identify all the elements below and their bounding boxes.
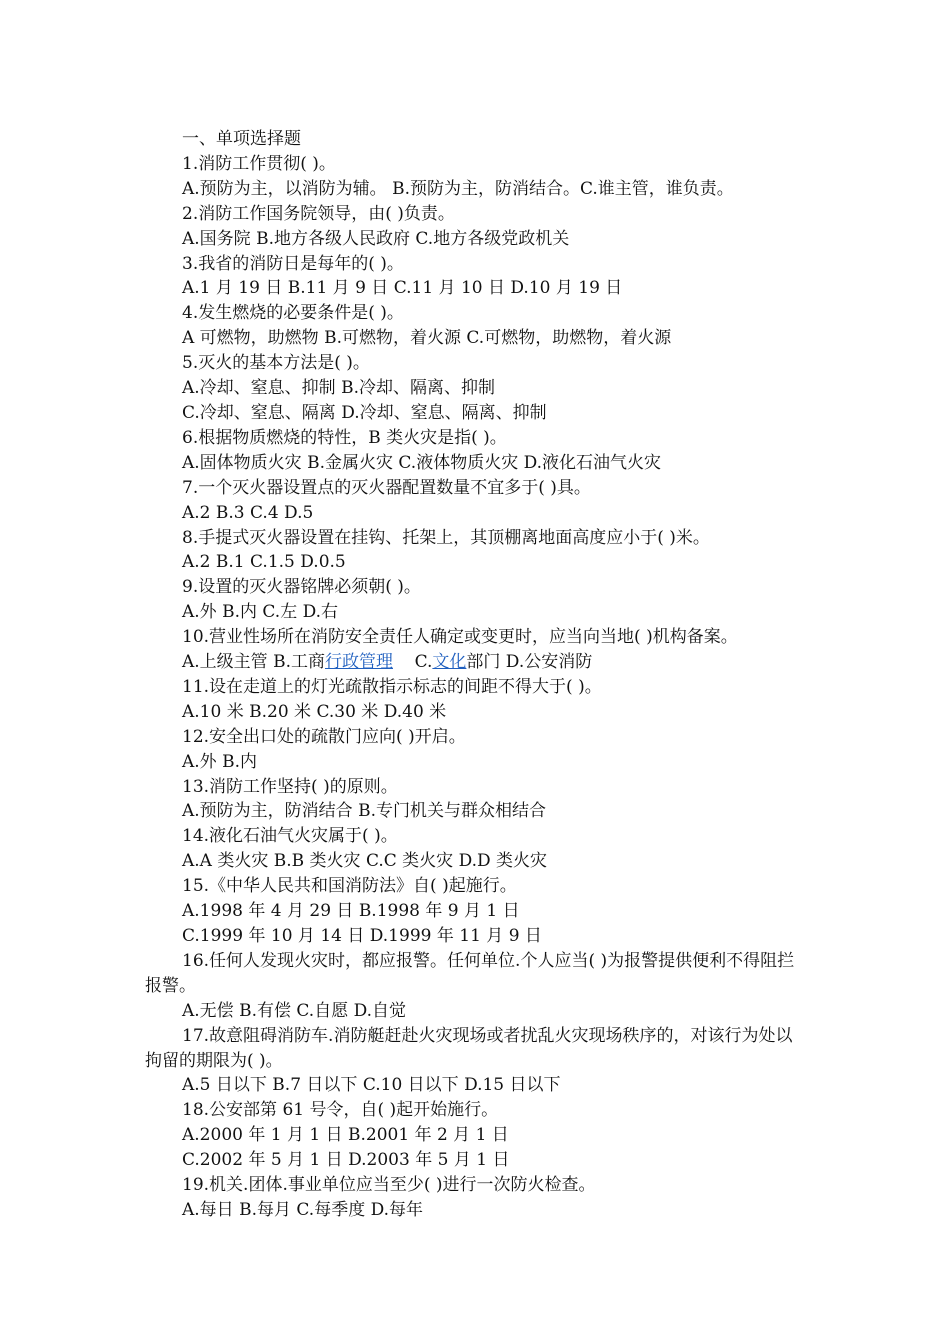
- document-line: C.冷却、窒息、隔离 D.冷却、窒息、隔离、抑制: [182, 402, 547, 423]
- question-list-part1: [145, 152, 805, 650]
- document-line: 12.安全出口处的疏散门应向( )开启。: [182, 726, 466, 747]
- document-line: A.外 B.内 C.左 D.右: [182, 602, 339, 623]
- document-line: A.2 B.1 C.1.5 D.0.5: [182, 552, 346, 573]
- document-line: 13.消防工作坚持( )的原则。: [182, 776, 398, 797]
- question-10-options: [145, 650, 805, 675]
- document-line: A.外 B.内: [182, 751, 257, 772]
- document-line: C.2002 年 5 月 1 日 D.2003 年 5 月 1 日: [182, 1150, 510, 1171]
- hyperlink-administration[interactable]: 行政管理: [324, 652, 393, 673]
- document-line: A.A 类火灾 B.B 类火灾 C.C 类火灾 D.D 类火灾: [182, 851, 548, 872]
- document-line: 5.灭火的基本方法是( )。: [182, 353, 370, 374]
- q10-options-text-3: 部门 D.公安消防: [466, 652, 593, 673]
- document-line: 1.消防工作贯彻( )。: [182, 153, 336, 174]
- document-line: 2.消防工作国务院领导，由( )负责。: [182, 203, 455, 224]
- document-line: A.固体物质火灾 B.金属火灾 C.液体物质火灾 D.液化石油气火灾: [182, 452, 662, 473]
- document-line: 11.设在走道上的灯光疏散指示标志的间距不得大于( )。: [182, 676, 602, 697]
- document-line: A.无偿 B.有偿 C.自愿 D.自觉: [182, 1000, 407, 1021]
- document-line: A.1 月 19 日 B.11 月 9 日 C.11 月 10 日 D.10 月 19 日: [182, 278, 623, 299]
- hyperlink-culture[interactable]: 文化: [432, 652, 467, 673]
- question-list-part2: [145, 675, 805, 1223]
- document-line: 9.设置的灭火器铭牌必须朝( )。: [182, 577, 421, 598]
- document-line: 4.发生燃烧的必要条件是( )。: [182, 303, 404, 324]
- document-line: A.国务院 B.地方各级人民政府 C.地方各级党政机关: [182, 228, 570, 249]
- document-line: 19.机关.团体.事业单位应当至少( )进行一次防火检查。: [182, 1175, 596, 1196]
- document-line: 10.营业性场所在消防安全责任人确定或变更时，应当向当地( )机构备案。: [182, 627, 738, 648]
- document-line: A 可燃物，助燃物 B.可燃物，着火源 C.可燃物，助燃物，着火源: [182, 328, 672, 349]
- document-line: A.每日 B.每月 C.每季度 D.每年: [182, 1199, 424, 1220]
- document-line: 7.一个灭火器设置点的灭火器配置数量不宜多于( )具。: [182, 477, 591, 498]
- q10-options-text-1: A.上级主管 B.工商: [182, 652, 325, 673]
- document-line: A.1998 年 4 月 29 日 B.1998 年 9 月 1 日: [182, 901, 520, 922]
- document-line: A.5 日以下 B.7 日以下 C.10 日以下 D.15 日以下: [182, 1075, 561, 1096]
- document-line: A.2 B.3 C.4 D.5: [182, 502, 314, 523]
- document-line: 8.手提式灭火器设置在挂钩、托架上，其顶棚离地面高度应小于( )米。: [182, 527, 710, 548]
- document-line: 3.我省的消防日是每年的( )。: [182, 253, 404, 274]
- document-line: 15.《中华人民共和国消防法》自( )起施行。: [182, 876, 517, 897]
- document-line: A.预防为主，以消防为辅。 B.预防为主，防消结合。C.谁主管，谁负责。: [182, 178, 734, 199]
- document-line: 14.液化石油气火灾属于( )。: [182, 826, 398, 847]
- document-line: 16.任何人发现火灾时，都应报警。任何单位.个人应当( )为报警提供便利不得阻拦报警。: [145, 950, 795, 996]
- q10-options-text-2: C.: [392, 652, 433, 673]
- document-body: [145, 127, 805, 1223]
- document-line: A.冷却、窒息、抑制 B.冷却、隔离、抑制: [182, 378, 495, 399]
- document-line: A.预防为主，防消结合 B.专门机关与群众相结合: [182, 801, 546, 822]
- section-title: 一、单项选择题: [182, 129, 301, 149]
- document-line: 6.根据物质燃烧的特性，B 类火灾是指( )。: [182, 427, 507, 448]
- document-line: 18.公安部第 61 号令，自( )起开始施行。: [182, 1100, 499, 1121]
- document-line: A.10 米 B.20 米 C.30 米 D.40 米: [182, 701, 447, 722]
- document-line: C.1999 年 10 月 14 日 D.1999 年 11 月 9 日: [182, 926, 542, 946]
- document-line: 17.故意阻碍消防车.消防艇赶赴火灾现场或者扰乱火灾现场秩序的，对该行为处以拘留的期限为( )。: [145, 1025, 793, 1071]
- document-line: A.2000 年 1 月 1 日 B.2001 年 2 月 1 日: [182, 1125, 509, 1146]
